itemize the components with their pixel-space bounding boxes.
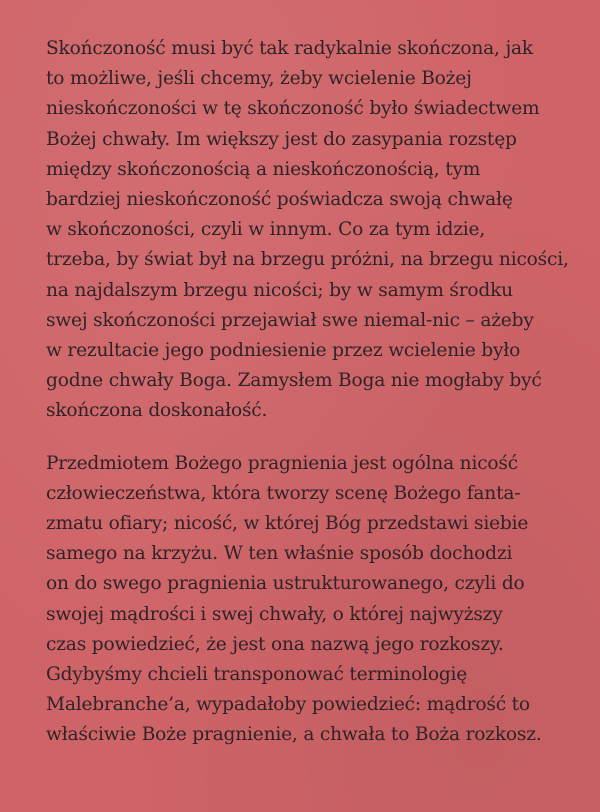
text-line: czas powiedzieć, że jest ona nazwą jego rozkoszy.	[46, 633, 504, 655]
text-line: Skończoność musi być tak radykalnie skończona, jak	[46, 38, 533, 59]
text-line: bardziej nieskończoność poświadcza swoją chwałę	[46, 189, 513, 211]
text-line: samego na krzyżu. W ten właśnie sposób dochodzi	[46, 543, 513, 565]
text-line: Przedmiotem Bożego pragnienia jest ogólna nicość	[46, 452, 518, 474]
text-line: na najdalszym brzegu nicości; by w samym środku	[46, 279, 513, 301]
text-line: w skończoności, czyli w innym. Co za tym idzie,	[46, 219, 486, 241]
text-line: człowieczeństwa, która tworzy scenę Bożego fanta-	[46, 482, 521, 504]
text-line: swej skończoności przejawiał swe niemal-nic – ażeby	[46, 309, 534, 331]
text-line: zmatu ofiary; nicość, w której Bóg przedstawi siebie	[46, 513, 529, 535]
text-line: on do swego pragnienia ustrukturowanego, czyli do	[46, 573, 525, 595]
text-line: trzeba, by świat był na brzegu próżni, na brzegu nicości,	[46, 249, 569, 271]
paragraph-2	[46, 449, 570, 751]
text-line: Gdybyśmy chcieli transponować terminologię	[46, 664, 468, 686]
text-line: Bożej chwały. Im większy jest do zasypania rozstęp	[46, 128, 517, 150]
paragraph-1	[46, 34, 570, 427]
text-line: właściwie Boże pragnienie, a chwała to Boża rozkosz.	[46, 724, 542, 746]
text-line: Malebranche’a, wypadałoby powiedzieć: mądrość to	[46, 694, 530, 716]
text-line: między skończonością a nieskończonością, tym	[46, 158, 481, 180]
text-line: nieskończoności w tę skończoność było świadectwem	[46, 98, 540, 120]
text-line: swojej mądrości i swej chwały, o której najwyższy	[46, 603, 503, 625]
text-line: godne chwały Boga. Zamysłem Boga nie mogłaby być	[46, 370, 542, 392]
text-line: skończona doskonałość.	[46, 400, 268, 422]
text-line: to możliwe, jeśli chcemy, żeby wcielenie Bożej	[46, 68, 472, 90]
text-line: w rezultacie jego podniesienie przez wcielenie było	[46, 340, 521, 362]
